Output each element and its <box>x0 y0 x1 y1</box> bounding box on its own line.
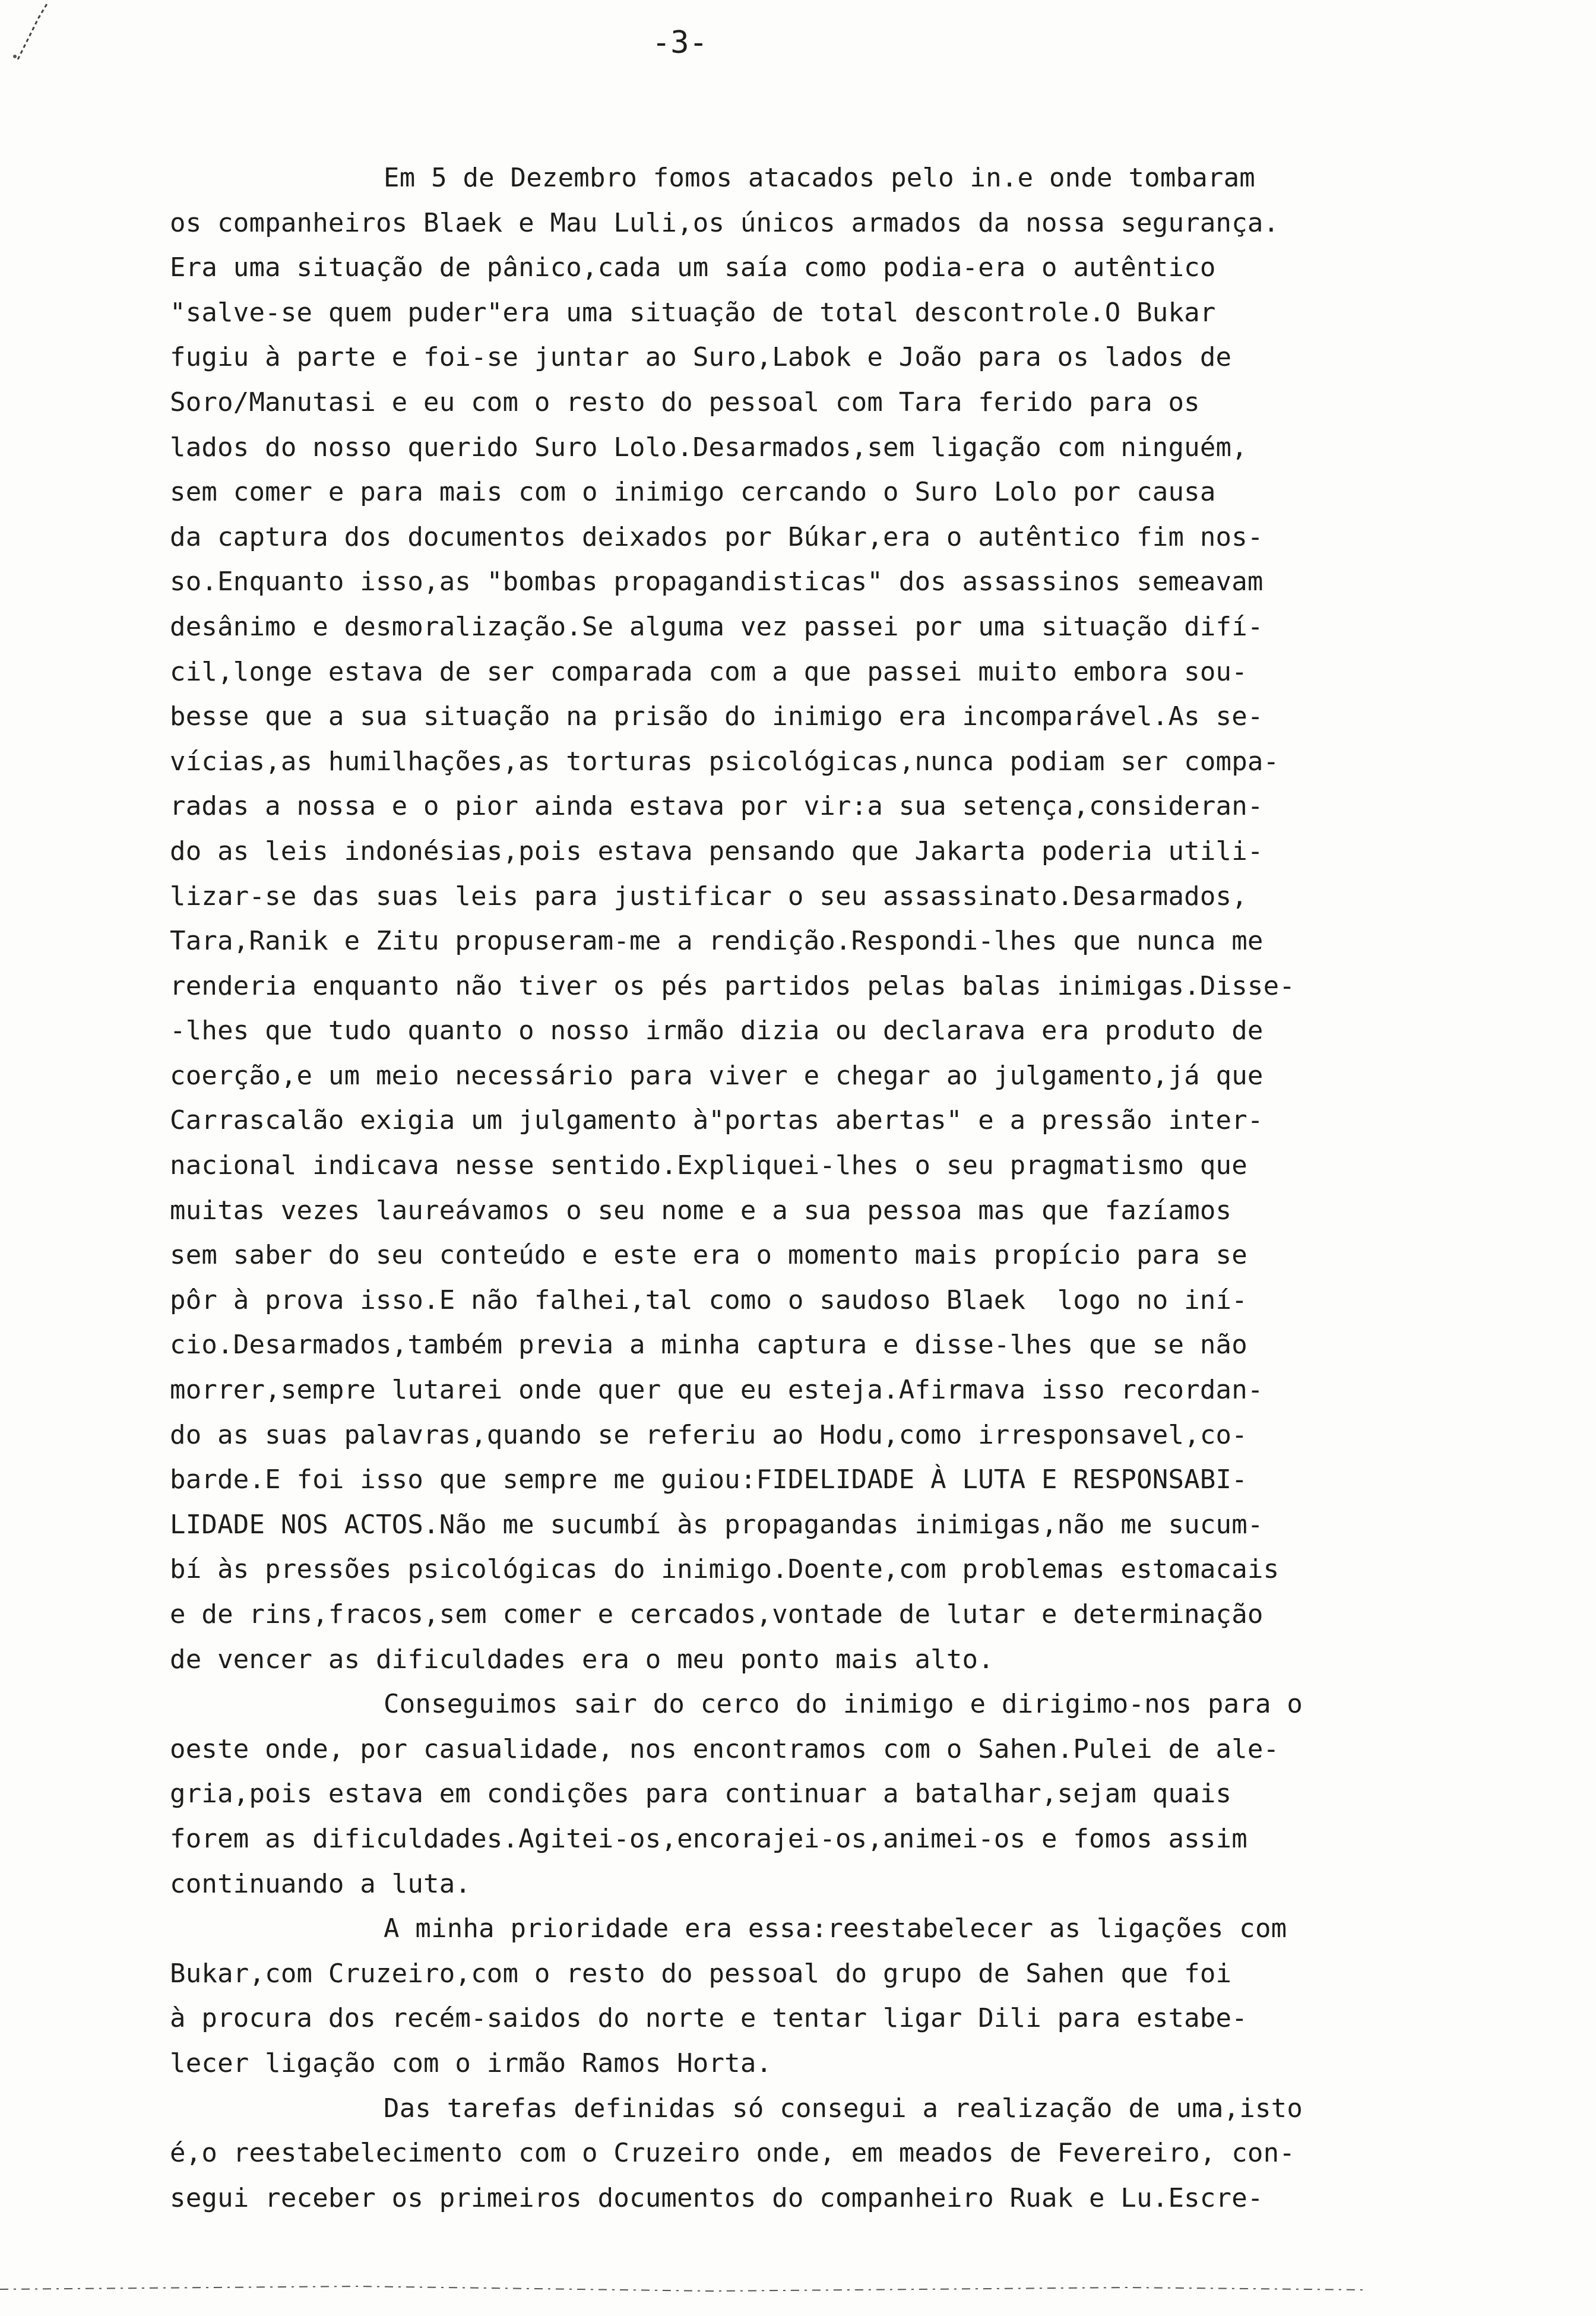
text-line: LIDADE NOS ACTOS.Não me sucumbí às propagandas inimigas,não me sucum- <box>170 1509 1264 1540</box>
text-line: coerção,e um meio necessário para viver e chegar ao julgamento,já que <box>170 1060 1264 1091</box>
text-line: muitas vezes laureávamos o seu nome e a sua pessoa mas que fazíamos <box>170 1195 1232 1226</box>
text-line: forem as dificuldades.Agitei-os,encorajei-os,animei-os e fomos assim <box>170 1823 1247 1854</box>
text-line: Em 5 de Dezembro fomos atacados pelo in.e onde tombaram <box>384 163 1255 193</box>
text-line: do as suas palavras,quando se referiu ao Hodu,como irresponsavel,co- <box>170 1419 1247 1450</box>
bottom-edge-smudge <box>0 2268 1596 2304</box>
text-line: do as leis indonésias,pois estava pensando que Jakarta poderia utili- <box>170 836 1264 866</box>
text-line: Era uma situação de pânico,cada um saía como podia-era o autêntico <box>170 252 1216 283</box>
page-number: -3- <box>652 25 708 61</box>
text-line: lecer ligação com o irmão Ramos Horta. <box>170 2048 772 2078</box>
text-line: besse que a sua situação na prisão do inimigo era incomparável.As se- <box>170 701 1264 732</box>
typewritten-body <box>170 156 1464 2220</box>
text-line: da captura dos documentos deixados por Búkar,era o autêntico fim nos- <box>170 521 1264 552</box>
text-line: sem saber do seu conteúdo e este era o momento mais propício para se <box>170 1240 1247 1271</box>
text-line: "salve-se quem puder"era uma situação de total descontrole.O Bukar <box>170 297 1216 328</box>
text-line: Das tarefas definidas só consegui a realização de uma,isto <box>384 2093 1303 2124</box>
text-line: Tara,Ranik e Zitu propuseram-me a rendição.Respondi-lhes que nunca me <box>170 926 1264 957</box>
corner-smudge <box>6 0 71 65</box>
text-line: cio.Desarmados,também previa a minha captura e disse-lhes que se não <box>170 1330 1247 1361</box>
text-line: segui receber os primeiros documentos do companheiro Ruak e Lu.Escre- <box>170 2182 1264 2213</box>
text-line: e de rins,fracos,sem comer e cercados,vontade de lutar e determinação <box>170 1599 1264 1630</box>
text-line: nacional indicava nesse sentido.Expliquei-lhes o seu pragmatismo que <box>170 1150 1247 1181</box>
text-line: Conseguimos sair do cerco do inimigo e dirigimo-nos para o <box>384 1689 1303 1720</box>
text-line: morrer,sempre lutarei onde quer que eu esteja.Afirmava isso recordan- <box>170 1375 1264 1406</box>
text-line: cil,longe estava de ser comparada com a que passei muito embora sou- <box>170 656 1247 687</box>
text-line: Bukar,com Cruzeiro,com o resto do pessoal do grupo de Sahen que foi <box>170 1958 1232 1989</box>
text-line: lizar-se das suas leis para justificar o seu assassinato.Desarmados, <box>170 881 1247 912</box>
text-line: à procura dos recém-saidos do norte e tentar ligar Dili para estabe- <box>170 2003 1247 2034</box>
text-line: oeste onde, por casualidade, nos encontramos com o Sahen.Pulei de ale- <box>170 1733 1280 1764</box>
text-line: Soro/Manutasi e eu com o resto do pessoal com Tara ferido para os <box>170 387 1200 417</box>
text-line: so.Enquanto isso,as "bombas propagandisticas" dos assassinos semeavam <box>170 567 1264 597</box>
text-line: radas a nossa e o pior ainda estava por vir:a sua setença,consideran- <box>170 791 1264 822</box>
text-line: barde.E foi isso que sempre me guiou:FIDELIDADE À LUTA E RESPONSABI- <box>170 1464 1247 1495</box>
text-line: gria,pois estava em condições para continuar a batalhar,sejam quais <box>170 1779 1232 1809</box>
text-line: fugiu à parte e foi-se juntar ao Suro,Labok e João para os lados de <box>170 342 1232 373</box>
text-line: -lhes que tudo quanto o nosso irmão dizia ou declarava era produto de <box>170 1015 1264 1046</box>
text-line: lados do nosso querido Suro Lolo.Desarmados,sem ligação com ninguém, <box>170 432 1247 463</box>
text-line: continuando a luta. <box>170 1868 471 1899</box>
text-line: vícias,as humilhações,as torturas psicológicas,nunca podiam ser compa- <box>170 746 1280 777</box>
text-line: de vencer as dificuldades era o meu ponto mais alto. <box>170 1644 994 1675</box>
text-line: Carrascalão exigia um julgamento à"portas abertas" e a pressão inter- <box>170 1105 1264 1136</box>
text-line: é,o reestabelecimento com o Cruzeiro onde, em meados de Fevereiro, con- <box>170 2138 1296 2169</box>
text-line: renderia enquanto não tiver os pés partidos pelas balas inimigas.Disse- <box>170 970 1296 1001</box>
text-line: pôr à prova isso.E não falhei,tal como o saudoso Blaek logo no iní- <box>170 1284 1247 1315</box>
text-line: A minha prioridade era essa:reestabelecer as ligações com <box>384 1913 1287 1944</box>
text-line: bí às pressões psicológicas do inimigo.Doente,com problemas estomacais <box>170 1554 1280 1585</box>
text-line: desânimo e desmoralização.Se alguma vez passei por uma situação difí- <box>170 611 1264 642</box>
text-line: os companheiros Blaek e Mau Luli,os únicos armados da nossa segurança. <box>170 207 1280 238</box>
text-line: sem comer e para mais com o inimigo cercando o Suro Lolo por causa <box>170 477 1216 508</box>
